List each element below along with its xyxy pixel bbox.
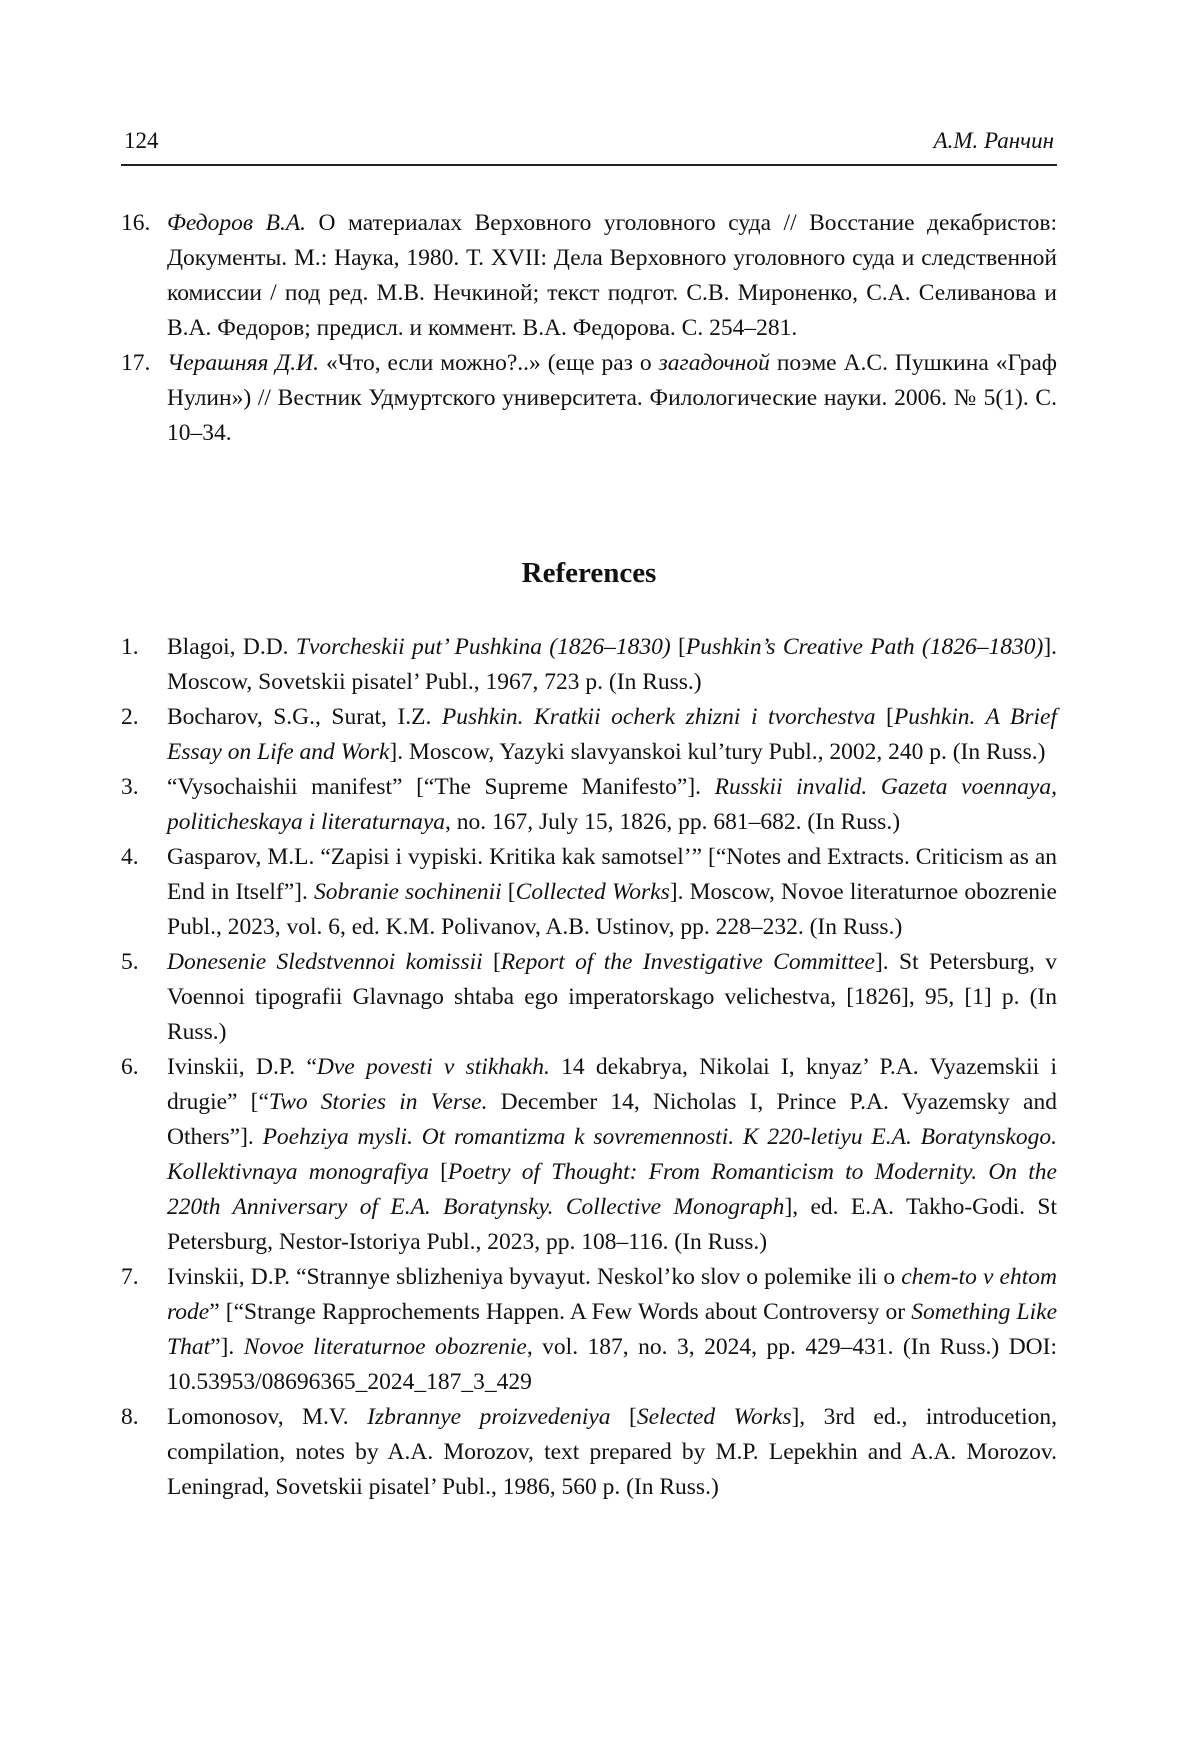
entry-text: , vol. 187, no. 3, 2024, pp. 429–431. (In Russ.) DOI: 10.53953/08696365_2024_187_3_429: [167, 1334, 1057, 1395]
entry-text-italic: Sobranie sochinenii: [314, 879, 502, 905]
entry-text-italic: Poetry of Thought: From Romanticism to Modernity. On the 220th Anniversary of E.A. Boratynsky. Collective Monograph: [167, 1159, 1057, 1220]
entry-text: [: [501, 879, 516, 905]
entry-text: Blagoi, D.D.: [167, 634, 296, 660]
entry-text-italic: Dve povesti v stikhakh.: [316, 1054, 550, 1080]
bibliography-entry: [121, 700, 1057, 770]
entry-text-italic: Pushkin’s Creative Path (1826–1830): [685, 634, 1044, 660]
running-head-author: А.М. Ранчин: [933, 128, 1054, 153]
entry-number: 2.: [121, 704, 139, 730]
entry-number: 6.: [121, 1054, 139, 1080]
entry-text-italic: Something Like That: [167, 1299, 1058, 1360]
entry-text-italic: Федоров В.А.: [167, 210, 307, 236]
entry-text: ” [“Strange Rapprochements Happen. A Few Words about Controversy or: [209, 1299, 912, 1325]
entry-number: 1.: [121, 634, 139, 660]
entry-text-italic: Pushkin. Kratkii ocherk zhizni i tvorchestva: [441, 704, 876, 730]
entry-text: , no. 167, July 15, 1826, pp. 681–682. (In Russ.): [445, 809, 901, 835]
entry-text: ], 3rd ed., introducetion, compilation, notes by A.A. Morozov, text prepared by M.P. Lepekhin and A.A. Morozov. Leningrad, Sovetskii pisatel’ Publ., 1986, 560 p. (In Russ.): [167, 1404, 1057, 1500]
entry-text: Lomonosov, M.V.: [167, 1404, 368, 1430]
entry-number: 4.: [121, 844, 139, 870]
entry-text-italic: Izbrannye proizvedeniya: [367, 1404, 611, 1430]
entry-text-italic: Collected Works: [515, 879, 670, 905]
entry-text: [: [670, 634, 686, 660]
bibliography-entry: [121, 206, 1057, 346]
entry-text-italic: Russkii invalid. Gazeta voennaya, politicheskaya i literaturnaya: [167, 774, 1057, 835]
references-heading: References: [521, 557, 657, 589]
entry-text: Ivinskii, D.P. “Strannye sblizheniya byvayut. Neskol’ko slov o polemike ili o: [167, 1264, 902, 1290]
entry-number: 17.: [121, 350, 151, 376]
entry-number: 16.: [121, 210, 151, 236]
entry-text-italic: Tvorcheskii put’ Pushkina (1826–1830): [295, 634, 671, 660]
entry-number: 7.: [121, 1264, 139, 1290]
entry-text: [: [610, 1404, 637, 1430]
entry-text: ”].: [210, 1334, 244, 1360]
entry-text: Gasparov, M.L. “Zapisi i vypiski. Kritika kak samotsel’” [“Notes and Extracts. Criticism as an End in Itself”].: [167, 844, 1057, 905]
entry-text: «Что, если можно?..» (еще раз о: [319, 350, 659, 376]
entry-text: Ivinskii, D.P. “: [167, 1054, 317, 1080]
entry-text-italic: Novoe literaturnoe obozrenie: [243, 1334, 527, 1360]
entry-text: [: [875, 704, 894, 730]
entry-text: ]. St Petersburg, v Voennoi tipografii Glavnago shtaba ego imperatorskago velichestva, [1826], 95, [1] p. (In Russ.): [167, 949, 1057, 1045]
bibliography-entry: [121, 840, 1057, 945]
entry-text: “Vysochaishii manifest” [“The Supreme Manifesto”].: [167, 774, 715, 800]
entry-text: [: [482, 949, 501, 975]
entry-text-italic: Selected Works: [636, 1404, 792, 1430]
entry-text: 14 dekabrya, Nikolai I, knyaz’ P.A. Vyazemskii i drugie” [“: [167, 1054, 1057, 1115]
entry-number: 8.: [121, 1404, 139, 1430]
entry-text: ], ed. E.A. Takho-Godi. St Petersburg, Nestor-Istoriya Publ., 2023, pp. 108–116. (In Russ.): [167, 1194, 1058, 1255]
entry-text: [: [428, 1159, 448, 1185]
bibliography-entry: [121, 1260, 1057, 1400]
entry-text: ]. Moscow, Novoe literaturnoe obozrenie Publ., 2023, vol. 6, ed. K.M. Polivanov, A.B. Ustinov, pp. 228–232. (In Russ.): [167, 879, 1057, 940]
entry-text-italic: Черашняя Д.И.: [167, 350, 319, 376]
entry-text: ]. Moscow, Sovetskii pisatel’ Publ., 1967, 723 p. (In Russ.): [167, 634, 1058, 695]
entry-text-italic: Poehziya mysli. Ot romantizma k sovremennosti. K 220-letiyu E.A. Boratynskogo. Kollektivnaya monografiya: [167, 1124, 1057, 1185]
entry-text-italic: Pushkin. A Brief Essay on Life and Work: [167, 704, 1057, 765]
entry-number: 5.: [121, 949, 139, 975]
page-number: 124: [124, 128, 159, 153]
entry-text-italic: загадочной: [658, 350, 770, 376]
bibliography-entry: [121, 770, 1057, 840]
bibliography-entry: [121, 1050, 1057, 1260]
references-list: [121, 630, 1057, 1505]
bibliography-entry: [121, 1400, 1057, 1505]
page-header: [121, 126, 1057, 166]
bibliography-entry: [121, 346, 1057, 451]
entry-text-italic: Donesenie Sledstvennoi komissii: [167, 949, 483, 975]
entry-text: December 14, Nicholas I, Prince P.A. Vyazemsky and Others”].: [167, 1089, 1057, 1150]
entry-text-italic: Two Stories in Verse.: [268, 1089, 488, 1115]
entry-text-italic: Report of the Investigative Committee: [500, 949, 875, 975]
entry-text-italic: chem-to v ehtom rode: [167, 1264, 1057, 1325]
entry-text: ]. Moscow, Yazyki slavyanskoi kul’tury Publ., 2002, 240 p. (In Russ.): [389, 739, 1046, 765]
entry-text: О материалах Верховного уголовного суда // Восстание декабристов: Документы. М.: Наука, 1980. Т. XVII: Дела Верховного уголовного суда и следственной комиссии / под ред. М.В. Нечкиной; текст подгот. С.В. Мироненко, С.А. Селиванова и В.А. Федоров; предисл. и коммент. В.А. Федорова. С. 254–281.: [167, 210, 1057, 341]
entry-number: 3.: [121, 774, 139, 800]
bibliography-entry: [121, 630, 1057, 700]
bibliography-russian: [121, 206, 1057, 451]
bibliography-entry: [121, 945, 1057, 1050]
entry-text: поэме А.С. Пушкина «Граф Нулин») // Вестник Удмуртского университета. Филологические науки. 2006. № 5(1). С. 10–34.: [167, 350, 1057, 446]
entry-text: Bocharov, S.G., Surat, I.Z.: [167, 704, 442, 730]
